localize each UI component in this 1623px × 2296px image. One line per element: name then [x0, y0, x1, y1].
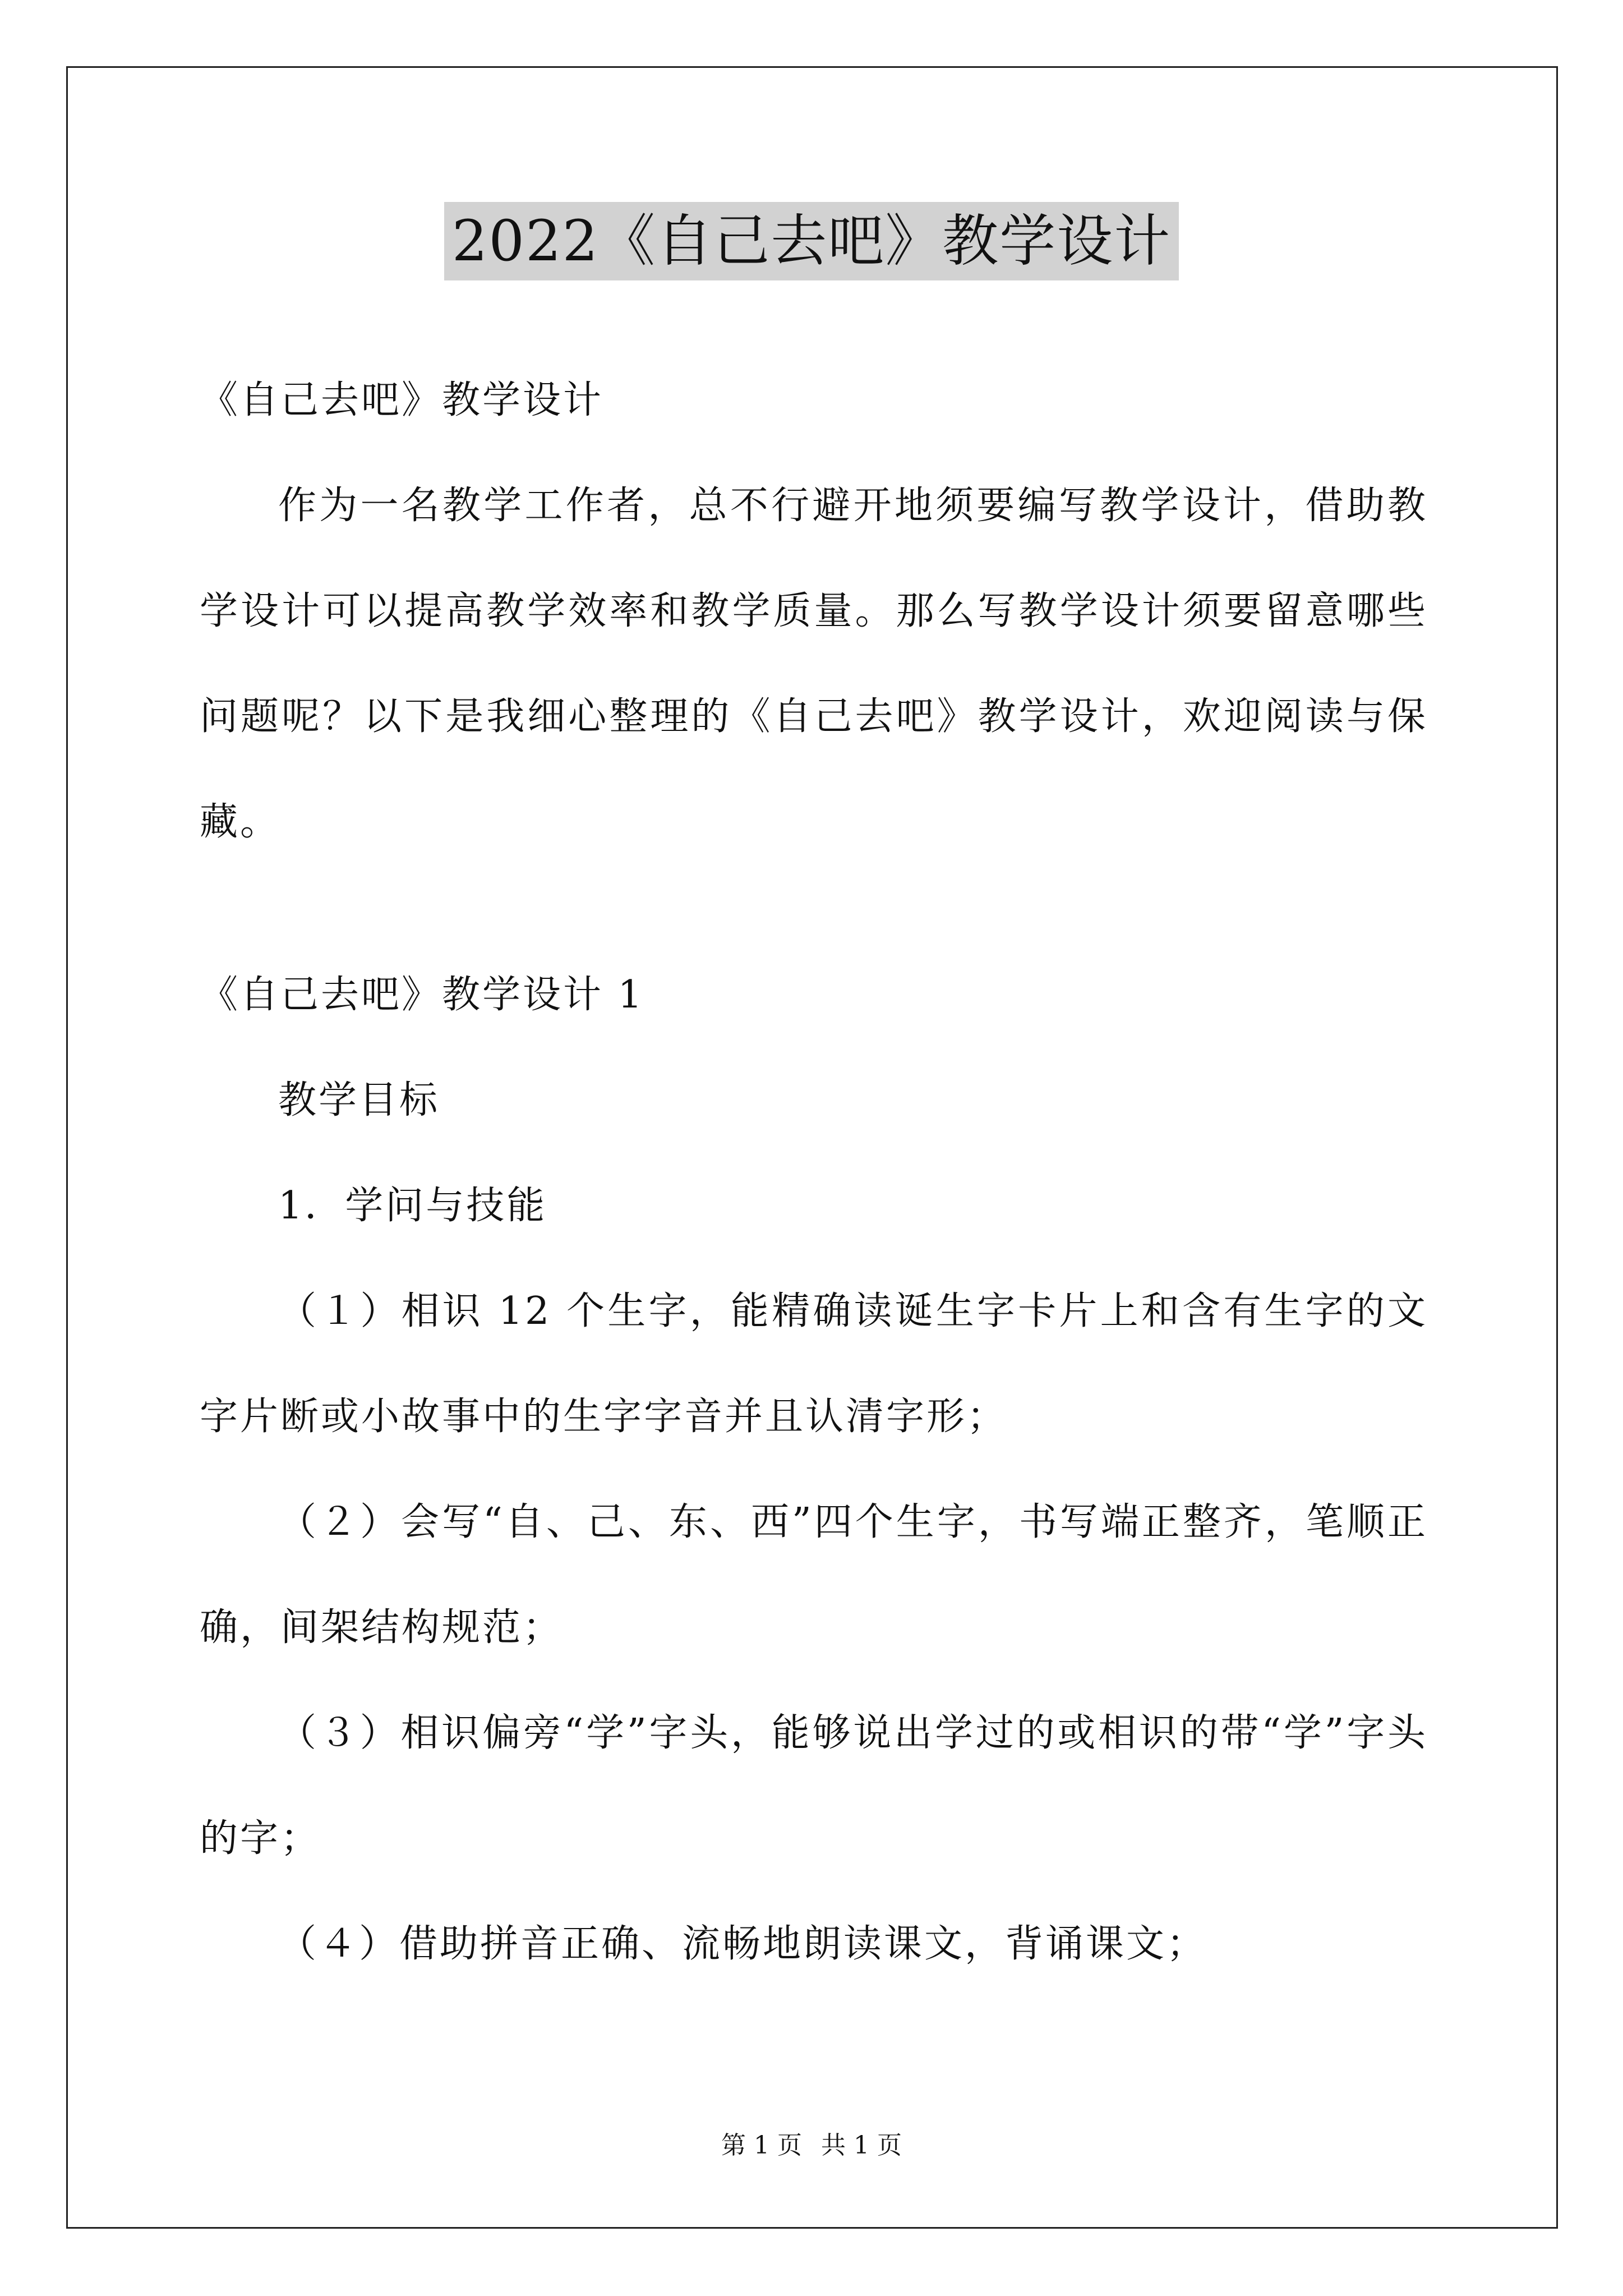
- subtitle: 《自己去吧》教学设计: [200, 378, 604, 422]
- item-1-3: （３）相识偏旁“学”字头，能够说出学过的或相识的带“学”字头的字；: [200, 1711, 1428, 1861]
- page-number: 第 1 页: [721, 2131, 802, 2160]
- item-1-2: （２）会写“自、己、东、西”四个生字，书写端正整齐，笔顺正确，间架结构规范；: [200, 1500, 1428, 1650]
- document-body: [200, 348, 1428, 1997]
- page-footer: [0, 2129, 1623, 2162]
- intro-paragraph: 作为一名教学工作者，总不行避开地须要编写教学设计，借助教学设计可以提高教学效率和教学质量。那么写教学设计须要留意哪些问题呢？以下是我细心整理的《自己去吧》教学设计，欢迎阅读与保藏。: [200, 484, 1428, 844]
- item-1-4: （４）借助拼音正确、流畅地朗读课文，背诵课文；: [278, 1922, 1207, 1966]
- spacer: [200, 875, 1428, 942]
- item-1-heading: 1．学问与技能: [278, 1184, 547, 1228]
- title-container: [0, 202, 1623, 280]
- item-1-1: （１）相识 12 个生字，能精确读诞生字卡片上和含有生字的文字片断或小故事中的生字字音并且认清字形；: [200, 1289, 1428, 1439]
- objectives-heading: 教学目标: [278, 1078, 440, 1122]
- document-title: 2022《自己去吧》教学设计: [444, 202, 1179, 280]
- page-total: 共 1 页: [821, 2131, 902, 2160]
- section-heading: 《自己去吧》教学设计 1: [200, 973, 644, 1017]
